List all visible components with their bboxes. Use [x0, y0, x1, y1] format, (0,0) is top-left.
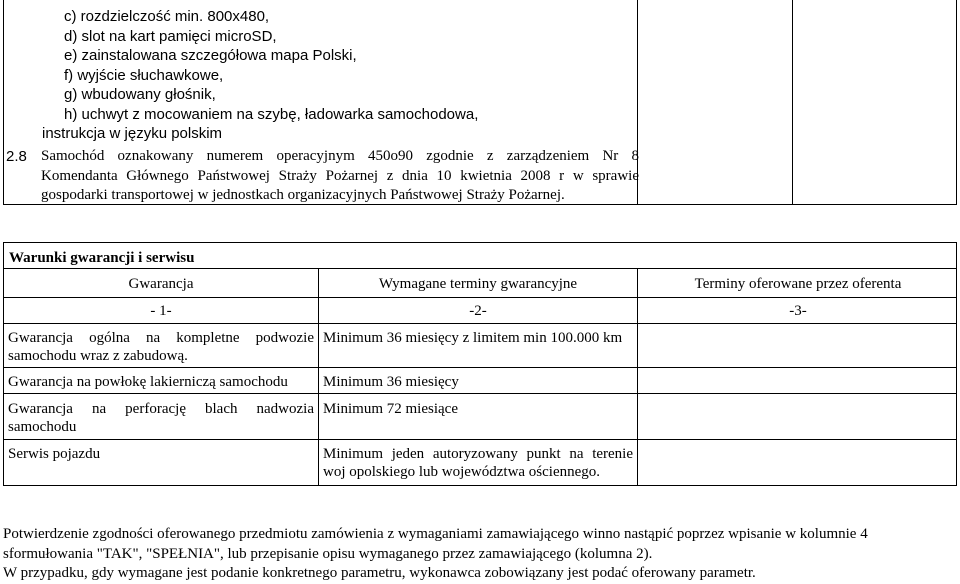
table-row-3-col2: Minimum 72 miesiące — [323, 401, 458, 417]
table-row-3-col1: Gwarancja na perforację blach nadwozia samochodu — [8, 401, 314, 435]
item-number: 2.8 — [6, 148, 27, 165]
item-description-line: gospodarki transportowej w jednostkach organizacyjnych Państwowej Straży Pożarnej. — [41, 187, 565, 203]
list-item: e) zainstalowana szczegółowa mapa Polski, — [64, 47, 357, 64]
spec-table — [3, 0, 957, 205]
note-line: W przypadku, gdy wymagane jest podanie konkretnego parametru, wykonawca zobowiązany jest podać oferowany parametr. — [3, 565, 756, 581]
table-row-4-col1: Serwis pojazdu — [8, 446, 101, 462]
header-gwarancja: Gwarancja — [128, 276, 194, 292]
column-divider — [637, 268, 638, 485]
confirmation-note — [3, 525, 957, 584]
table-row-2-col2: Minimum 36 miesięcy — [323, 374, 459, 390]
item-description — [41, 147, 639, 206]
table-row-2-col1: Gwarancja na powłokę lakierniczą samochodu — [8, 374, 288, 390]
item-description-line: Komendanta Głównego Państwowej Straży Pożarnej z dnia 10 kwietnia 2008 r w sprawie — [41, 167, 639, 184]
header-offered-terms: Terminy oferowane przez oferenta — [694, 276, 902, 292]
warranty-title: Warunki gwarancji i serwisu — [9, 250, 195, 266]
spec-list — [42, 7, 624, 144]
note-line: Potwierdzenie zgodności oferowanego przedmiotu zamówienia z wymaganiami zamawiającego winno nastąpić poprzez wpisanie w kolumnie 4 — [3, 526, 868, 542]
row-divider — [4, 393, 956, 394]
list-item: f) wyjście słuchawkowe, — [64, 66, 224, 84]
row-divider — [4, 367, 956, 368]
list-item: g) wbudowany głośnik, — [64, 86, 216, 103]
column-divider — [318, 268, 319, 485]
list-item: d) slot na kart pamięci microSD, — [64, 27, 277, 45]
list-item: h) uchwyt z mocowaniem na szybę, ładowarka samochodowa, — [64, 105, 479, 123]
note-line: sformułowania "TAK", "SPEŁNIA", lub przepisanie opisu wymaganego przez zamawiającego (kolumna 2). — [3, 545, 653, 562]
list-item: c) rozdzielczość min. 800x480, — [64, 8, 270, 25]
item-description-line: Samochód oznakowany numerem operacyjnym 450o90 zgodnie z zarządzeniem Nr 8 — [41, 148, 639, 164]
row-divider — [4, 439, 956, 440]
spec-item-2-8 — [6, 147, 639, 206]
list-item-continuation: instrukcja w języku polskim — [42, 125, 223, 142]
row-divider — [4, 297, 956, 298]
column-number-1: - 1- — [150, 303, 172, 319]
row-divider — [4, 323, 956, 324]
warranty-table — [3, 242, 957, 486]
column-divider — [792, 0, 793, 204]
table-row-1-col1: Gwarancja ogólna na kompletne podwozie samochodu wraz z zabudową. — [8, 330, 314, 364]
column-number-2: -2- — [469, 303, 487, 319]
table-row-4-col2: Minimum jeden autoryzowany punkt na terenie woj opolskiego lub województwa ościennego. — [323, 446, 633, 480]
column-number-3: -3- — [789, 303, 807, 319]
row-divider — [4, 268, 956, 269]
table-row-1-col2: Minimum 36 miesięcy z limitem min 100.000 km — [323, 330, 623, 346]
header-required-terms: Wymagane terminy gwarancyjne — [378, 276, 578, 292]
